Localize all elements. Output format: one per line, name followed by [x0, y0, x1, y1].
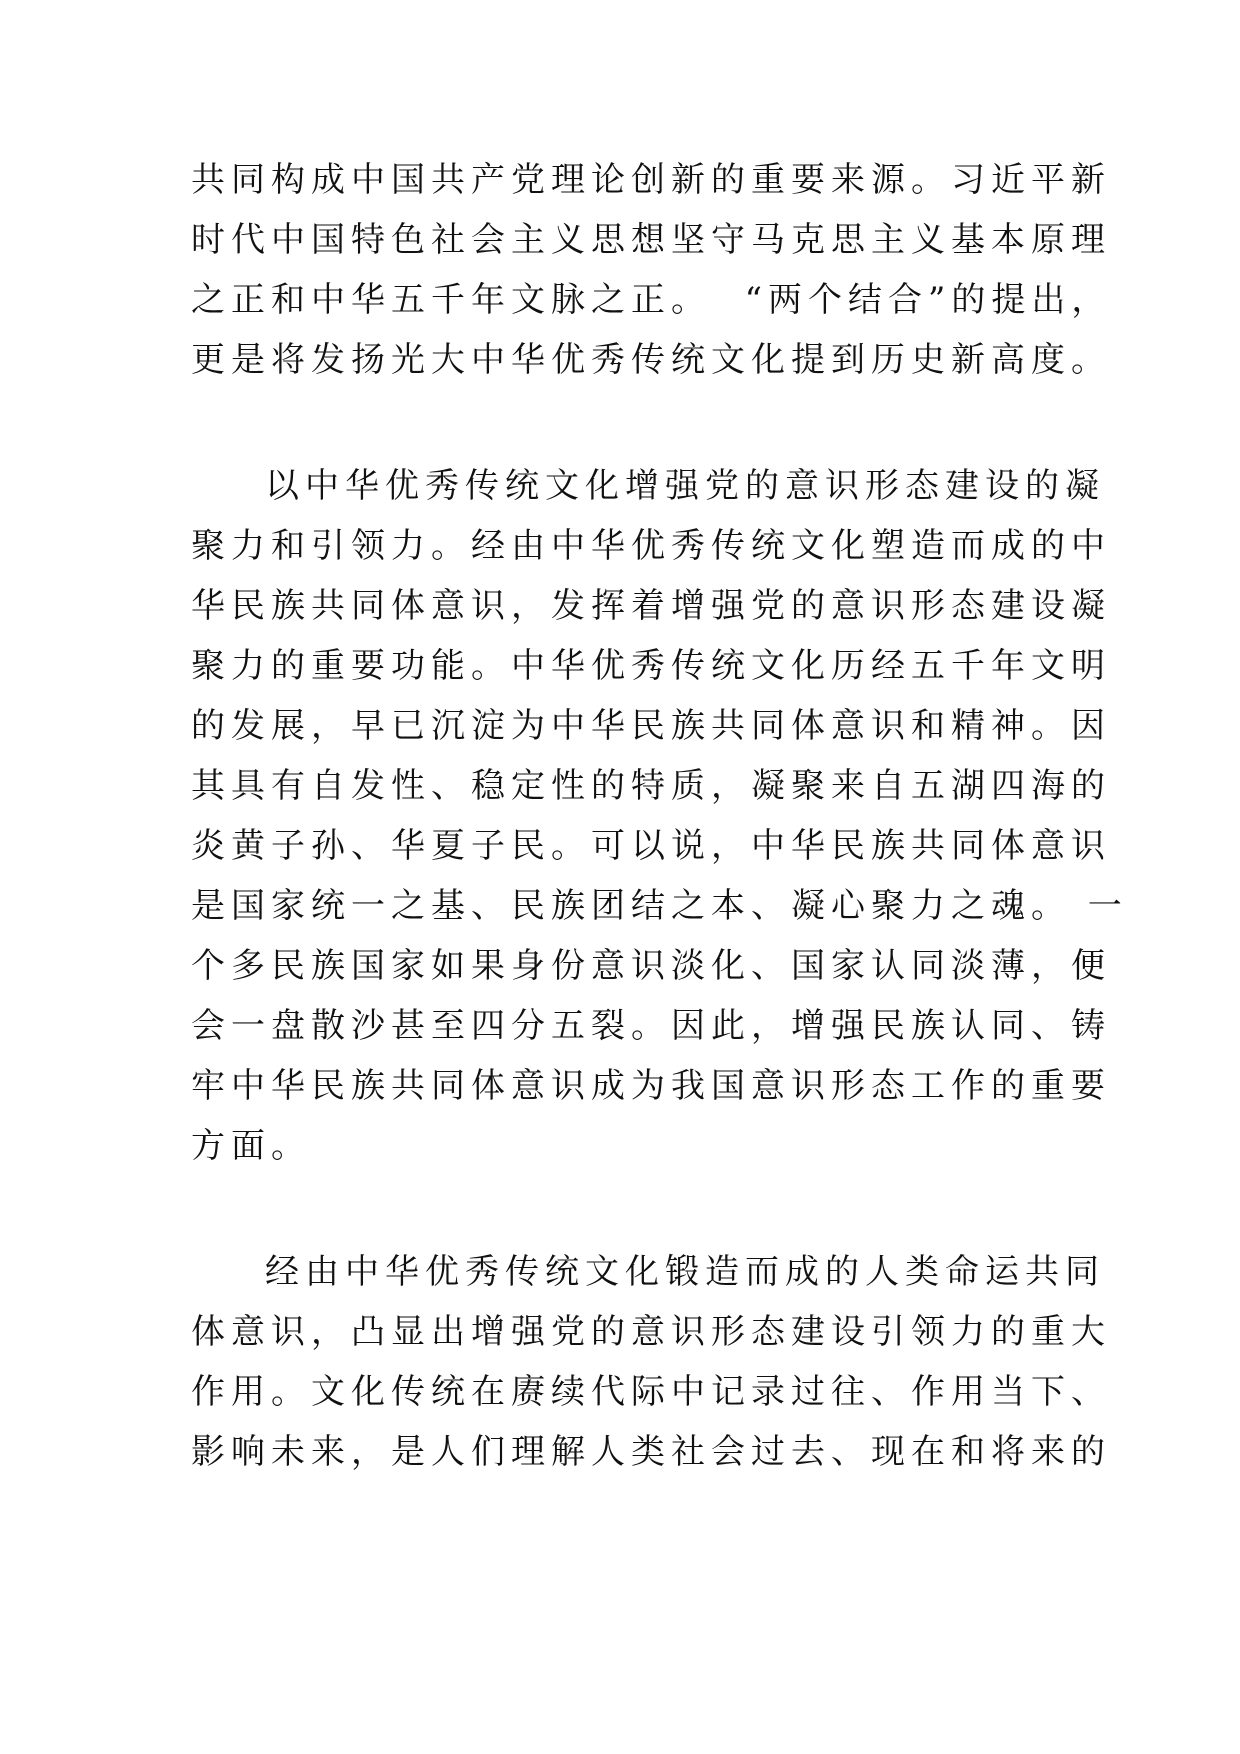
- paragraph-2-line-7: 炎黄子孙、华夏子民。可以说，中华民族共同体意识: [191, 826, 1111, 866]
- paragraph-3-line-4: 影响未来，是人们理解人类社会过去、现在和将来的: [191, 1432, 1111, 1472]
- paragraph-2-line-2: 聚力和引领力。经由中华优秀传统文化塑造而成的中: [191, 526, 1111, 566]
- paragraph-1-line-3: 之正和中华五千年文脉之正。 “两个结合”的提出，: [191, 280, 1112, 320]
- paragraph-2-line-9: 个多民族国家如果身份意识淡化、国家认同淡薄，便: [191, 946, 1111, 986]
- paragraph-2-line-6: 其具有自发性、稳定性的特质，凝聚来自五湖四海的: [191, 766, 1111, 806]
- paragraph-1-line-2: 时代中国特色社会主义思想坚守马克思主义基本原理: [191, 220, 1111, 260]
- paragraph-2-line-11: 牢中华民族共同体意识成为我国意识形态工作的重要: [191, 1066, 1111, 1106]
- paragraph-2-line-3: 华民族共同体意识，发挥着增强党的意识形态建设凝: [191, 586, 1111, 626]
- paragraph-2-line-10: 会一盘散沙甚至四分五裂。因此，增强民族认同、铸: [191, 1006, 1111, 1046]
- paragraph-2-line-12: 方面。: [191, 1126, 311, 1166]
- paragraph-3-line-3: 作用。文化传统在赓续代际中记录过往、作用当下、: [191, 1372, 1111, 1412]
- paragraph-2-line-1: 以中华优秀传统文化增强党的意识形态建设的凝: [265, 466, 1105, 506]
- paragraph-2-line-5: 的发展，早已沉淀为中华民族共同体意识和精神。因: [191, 706, 1111, 746]
- paragraph-2-line-4: 聚力的重要功能。中华优秀传统文化历经五千年文明: [191, 646, 1111, 686]
- paragraph-1-line-4: 更是将发扬光大中华优秀传统文化提到历史新高度。: [191, 340, 1111, 380]
- paragraph-2-line-8: 是国家统一之基、民族团结之本、凝心聚力之魂。 一: [191, 886, 1128, 926]
- paragraph-3-line-1: 经由中华优秀传统文化锻造而成的人类命运共同: [265, 1252, 1105, 1292]
- paragraph-1-line-1: 共同构成中国共产党理论创新的重要来源。习近平新: [191, 160, 1111, 200]
- paragraph-3-line-2: 体意识，凸显出增强党的意识形态建设引领力的重大: [191, 1312, 1111, 1352]
